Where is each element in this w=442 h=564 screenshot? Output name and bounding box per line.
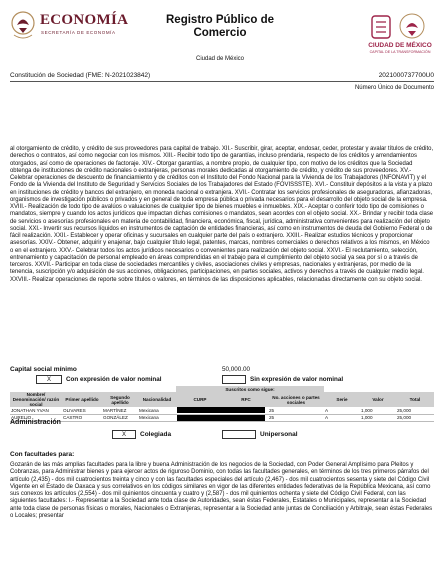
cdmx-logo [364, 10, 436, 62]
shareholders-caption: Suscritos como sigue: [176, 386, 324, 392]
col-header-value: Valor [360, 392, 396, 407]
cell-serie: A [324, 407, 360, 414]
constitution-label: Constitución de Sociedad (FME: N-2021023842) [10, 72, 151, 79]
economia-logo [10, 8, 140, 50]
with-nominal-value-checkbox: X [36, 375, 62, 384]
col-header-second-surname: Segundo apellido [102, 392, 138, 407]
cell-shares: 25 [268, 414, 324, 421]
capital-label: Capital social mínimo [10, 366, 77, 373]
corporate-purpose-text: al otorgamiento de crédito, y crédito de sus proveedores para capital de trabajo. XII.- Suscribir, girar, aceptar, endosar, ceder, protestar y avalar títulos de crédito, derechos o contratos, así como negociar con los mismos. XIII.- Recibir todo tipo de garantías, incluso prendaria, respecto de los créditos y arrendamientos otorgados, así como de operaciones de factoraje. XIV.- Otorgar garantías, a nombre propio, de cualquier tipo, con motivo de los créditos que la Sociedad obtenga de instituciones de crédito nacionales o extranjeras, personas morales dedicadas al otorgamiento de crédito, y crédito de sus proveedores. XV.- Celebrar operaciones de descuento de financiamiento y de créditos con el Instituto del Fondo Nacional para la Vivienda de los Trabajadores (INFONAVIT) y el Fondo de la Vivienda del Instituto de Seguridad y Servicios Sociales de los Trabajadores del Estado (FOVISSSTE). XVI.- Constituir depósitos a la vista y a plazo en instituciones de crédito y bancos del extranjero, en moneda nacional o extranjera. XVII.- Contratar los servicios profesionales de aseguradoras, afianzadoras, organismos de investigación públicos o privados y en general de toda empresa pública o privada necesarios para el desarrollo del objeto social de la empresa. XVIII.- Realización de todo tipo de avalúos o valuaciones de cualquier tipo de bienes muebles e inmuebles. XIX.- Aceptar o conferir todo tipo de comisiones o mandatos, siempre y cuando los actos jurídicos que impactan dichas comisiones o mandatos, sean acordes con el objeto social. XX.- Brindar y recibir toda clase de servicios o asesorías profesionales en materia de contabilidad, financiera, económica, fiscal, jurídica, administrativa convenientes para realización del objeto social. XXI.- Invertir sus recursos líquidos en instrumentos de captación de entidades financieras, así como en instrumentos de deuda del Gobierno Federal o de fácil realización. XXII.- Establecer y operar oficinas y sucursales en cualquier parte del país o extranjero. XXIII.- Realizar estudios técnicos y proporcionar asesorías. XXIV.- Obtener, adquirir y enajenar, bajo cualquier título legal, patentes, marcas, nombres comerciales o derechos relativos a los mismos, en México o en el extranjero. XXV.- Celebrar todos los actos jurídicos necesarios o convenientes para realización del objeto social. XXVI.- El reclutamiento, selección, entrenamiento y capacitación de personal empleado en áreas comprendidas en el trabajo para el cumplimiento del objeto social ya sea por sí o a través de terceros. XXVII.- Participar en toda clase de sociedades mercantiles y civiles, asociaciones civiles y empresas, nacionales y extranjeras, por medio de la tenencia, suscripción y/o adquisición de sus acciones, obligaciones, participaciones, en partes sociales, activos y derechos a través de cualquier medio legal. XXVIII.- Realizar operaciones de reporte sobre títulos o valores, en términos de las disposiciones aplicables, relacionadas directamente con su objeto social. [10, 146, 434, 283]
economia-logo-text: ECONOMÍA [40, 12, 129, 28]
cell-first-surname: OLIVARES [62, 407, 102, 414]
faculties-text: Gozarán de las más amplias facultades para la libre y buena Administración de los negocios de la Sociedad, con Poder General Amplísimo para Pleitos y Cobranzas, para Administrar bienes y para ejercer actos de riguroso Dominio, con todas las facultades generales, en términos de los tres primeros párrafos del artículo (2,435) - dos mil cuatrocientos treinta y cinco y con las facultades especiales del artículo (2,467) - dos mil cuatrocientos sesenta y siete del Código Civil Vigente en el Estado de Oaxaca y sus correlativos en los códigos similares en vigor de las diferentes entidades federativas de la República Mexicana, así como sus conexos los artículos (2,554) - dos mil quinientos cincuenta y cuatro y (2,587) - dos mil quinientos ochenta y siete del Código Civil Federal, con las siguientes facultades: I.- Representar a la Sociedad ante toda clase de Autoridades, sean éstas Federales, Estatales o Municipales, representar a la Sociedad ante toda clase de personas físicas o morales, Nacionales o Extranjeras, representar a la Sociedad ante juntas de Conciliación y Arbitraje, sean éstas Federales o Locales; presentar [10, 462, 433, 520]
with-nominal-value-label: Con expresión de valor nominal [66, 376, 162, 383]
cell-total: 25,000 [396, 407, 434, 414]
cell-redacted-ids [176, 414, 268, 421]
cell-nationality: Mexicana [138, 414, 176, 421]
table-row [10, 414, 434, 421]
unipersonal-checkbox [222, 430, 256, 439]
cell-serie: A [324, 414, 360, 421]
col-header-total: Total [396, 392, 434, 407]
cdmx-emblem-icon [364, 10, 436, 42]
cell-second-surname: MARTÍNEZ [102, 407, 138, 414]
col-header-shares: No. acciones o partes sociales [268, 392, 324, 407]
cell-name: JONATHAN YVAN [10, 407, 62, 414]
cell-nationality: Mexicana [138, 407, 176, 414]
page-title: Registro Público de Comercio [166, 14, 274, 39]
cdmx-logo-subtext: CAPITAL DE LA TRANSFORMACIÓN [369, 50, 431, 54]
capital-value: 50,000.00 [222, 366, 251, 373]
col-header-nationality: Nacionalidad [138, 392, 176, 407]
cell-second-surname: GONZÁLEZ [102, 414, 138, 421]
unipersonal-label: Unipersonal [260, 431, 298, 438]
cell-total: 25,000 [396, 414, 434, 421]
shareholders-table [10, 386, 434, 422]
cdmx-logo-text: CIUDAD DE MÉXICO [368, 42, 432, 49]
without-nominal-value-label: Sin expresión de valor nominal [250, 376, 344, 383]
document-number: 2021000737700U0 [378, 72, 434, 79]
col-header-rfc: RFC [224, 392, 268, 407]
colegiada-label: Colegiada [140, 431, 172, 438]
cell-name: AURELIO [10, 414, 62, 421]
document-header [0, 0, 442, 64]
cell-first-surname: CASTRO [62, 414, 102, 421]
col-header-curp: CURP [176, 392, 224, 407]
cell-shares: 25 [268, 407, 324, 414]
table-row [10, 407, 434, 414]
city-label: Ciudad de México [195, 56, 245, 62]
cell-value: 1,000 [360, 414, 396, 421]
colegiada-checkbox: X [112, 430, 136, 439]
redaction-bar [177, 407, 265, 413]
redaction-bar [177, 415, 265, 421]
cell-redacted-ids [176, 407, 268, 414]
col-header-name: Nombre/ Denominación/ razón social [10, 392, 62, 407]
faculties-label: Con facultades para: [10, 451, 75, 458]
document-number-label: Número Único de Documento [354, 85, 434, 91]
administration-label: Administración [10, 419, 61, 426]
economia-logo-subtext: SECRETARÍA DE ECONOMÍA [41, 30, 116, 35]
col-header-first-surname: Primer apellido [62, 392, 102, 407]
without-nominal-value-checkbox [222, 375, 246, 384]
document-identification-line [10, 72, 434, 82]
col-header-serie: Serie [324, 392, 360, 407]
cell-value: 1,000 [360, 407, 396, 414]
eagle-icon [10, 8, 36, 44]
